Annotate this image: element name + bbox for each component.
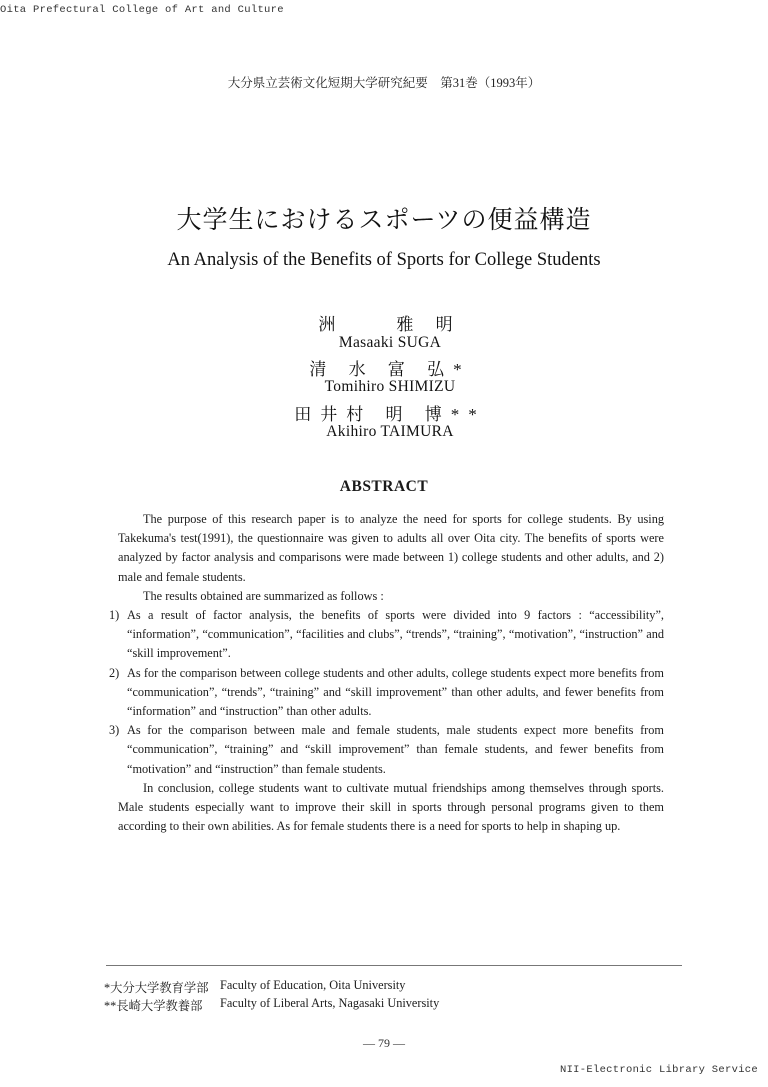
author-2-name-en: Tomihiro SHIMIZU bbox=[324, 378, 456, 395]
result-item bbox=[109, 721, 664, 779]
footnote-text: Faculty of Liberal Arts, Nagasaki University bbox=[220, 996, 440, 1010]
abstract-intro-paragraph: The purpose of this research paper is to analyze the need for sports for college students. By using Takekuma's test(1991), the questionnaire was given to adults all over Oita city. The benefits of sports were analyzed by factor analysis and comparisons were made between 1) college students and other adults, and 2) male and female students. bbox=[118, 512, 664, 584]
result-item-number: 2) bbox=[109, 665, 120, 680]
author-3-name-ja: 田井村 明 博** bbox=[294, 405, 486, 424]
results-intro: The results obtained are summarized as follows : bbox=[143, 588, 384, 603]
page-number: — 79 — bbox=[363, 1036, 405, 1050]
result-item bbox=[109, 664, 664, 722]
title-english: An Analysis of the Benefits of Sports for College Students bbox=[167, 250, 601, 270]
author-1-name-en: Masaaki SUGA bbox=[338, 334, 442, 351]
author-3-name-en: Akihiro TAIMURA bbox=[326, 423, 454, 440]
footnote-divider bbox=[106, 965, 682, 966]
result-item-number: 1) bbox=[109, 608, 120, 623]
result-item-text: As for the comparison between male and female students, male students expect more benefits from “communication”, “training” and “skill improvement” than female students, and fewer benefits from “motivation” and “instruction” than female students. bbox=[127, 723, 664, 776]
author-1-name-ja: 洲 雅 明 bbox=[318, 315, 462, 334]
conclusion-paragraph: In conclusion, college students want to cultivate mutual friendships among themselves through sports. Male students especially want to improve their skill in sports through personal programs given to them according to their own abilities. As for female students there is a need for sports to help in shaping up. bbox=[118, 780, 664, 834]
footnote-text: Faculty of Education, Oita University bbox=[220, 978, 406, 992]
result-item-text: As a result of factor analysis, the benefits of sports were divided into 9 factors : “accessibility”, “information”, “communication”, “facilities and clubs”, “trends”, “training”, “motivation”, “instruction” and “skill improvement”. bbox=[127, 608, 664, 661]
result-item-text: As for the comparison between college students and other adults, college students expect more benefits from “communication”, “trends”, “training” and “skill improvement” than other adults, and fewer benefits from “information” and “instruction” than other adults. bbox=[127, 665, 664, 719]
result-item-number: 3) bbox=[109, 723, 120, 738]
library-service-label: NII-Electronic Library Service bbox=[559, 1064, 758, 1076]
source-institution-label: Oita Prefectural College of Art and Culture bbox=[0, 4, 284, 16]
footnote bbox=[104, 996, 439, 1014]
journal-citation: 大分県立芸術文化短期大学研究紀要 第31巻（1993年） bbox=[227, 76, 541, 90]
title-japanese: 大学生におけるスポーツの便益構造 bbox=[176, 207, 592, 234]
footnote-marker: *大分大学教育学部 bbox=[104, 981, 209, 995]
author-2-name-ja: 清 水 富 弘* bbox=[309, 360, 471, 379]
result-item bbox=[109, 606, 664, 664]
abstract-body bbox=[109, 510, 664, 836]
footnote-marker: **長崎大学教養部 bbox=[104, 999, 203, 1013]
footnote bbox=[104, 978, 405, 996]
abstract-heading: ABSTRACT bbox=[339, 478, 429, 495]
